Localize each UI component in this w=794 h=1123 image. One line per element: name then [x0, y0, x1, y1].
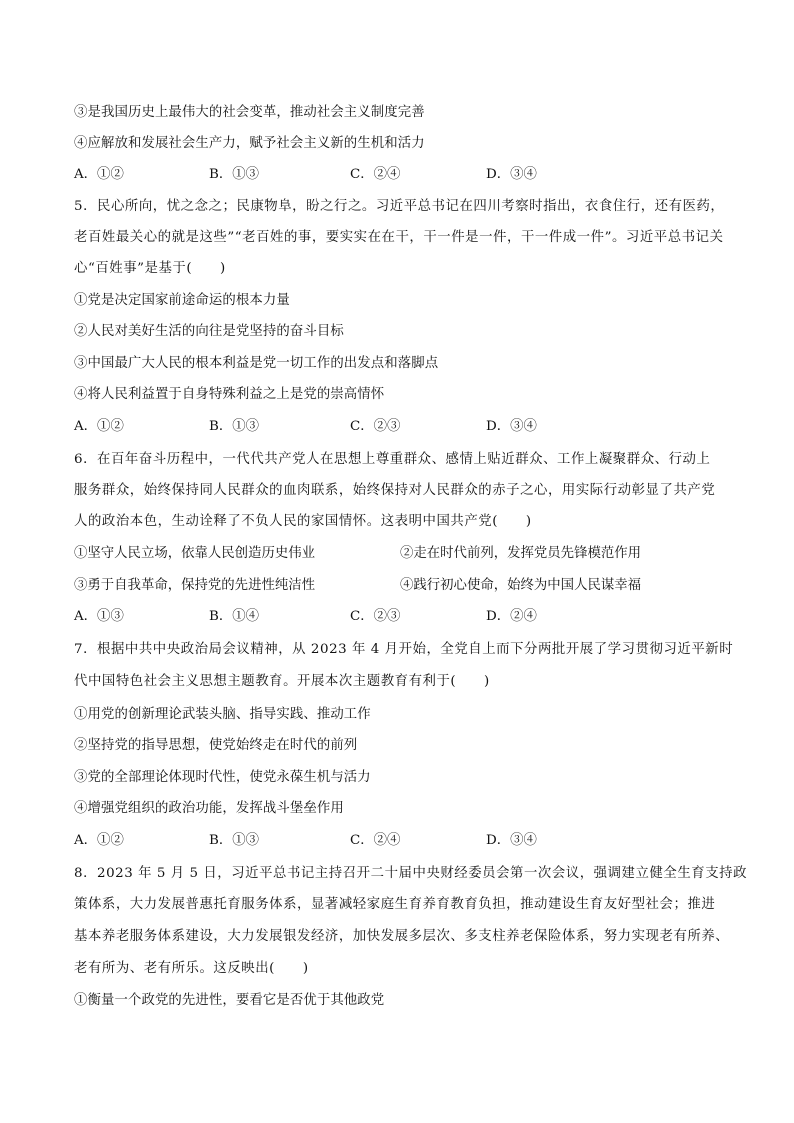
q7-stem-line-1: 7．根据中共中央政治局会议精神，从 2023 年 4 月开始，全党自上而下分两批开展了学习贯彻习近平新时 — [74, 642, 734, 657]
q4-choice-c: C．②④ — [350, 167, 401, 182]
q5-stem-line-1: 5．民心所向，忧之念之；民康物阜，盼之行之。习近平总书记在四川考察时指出，衣食住行，还有医药， — [74, 199, 725, 214]
q7-choice-b: B．①③ — [209, 833, 260, 848]
q4-choice-a: A．①② — [74, 167, 124, 182]
q5-choice-a: A．①② — [74, 419, 124, 434]
q7-option-4: ④增强党组织的政治功能，发挥战斗堡垒作用 — [74, 801, 344, 816]
q7-choice-c: C．②④ — [350, 833, 401, 848]
q6-choices — [74, 608, 734, 626]
q7-stem-line-2: 代中国特色社会主义思想主题教育。开展本次主题教育有利于( ) — [74, 674, 490, 689]
q5-choice-c: C．②③ — [350, 419, 401, 434]
q4-option-3: ③是我国历史上最伟大的社会变革，推动社会主义制度完善 — [74, 105, 425, 120]
q6-stem-line-2: 服务群众，始终保持同人民群众的血肉联系，始终保持对人民群众的赤子之心，用实际行动彰显了共产党 — [74, 483, 716, 498]
q7-option-3: ③党的全部理论体现时代性，使党永葆生机与活力 — [74, 770, 371, 785]
q5-choice-b: B．①③ — [209, 419, 260, 434]
q7-option-2: ②坚持党的指导思想，使党始终走在时代的前列 — [74, 738, 358, 753]
q6-choice-c: C．②③ — [350, 609, 401, 624]
q6-choice-b: B．①④ — [209, 609, 260, 624]
q5-choices — [74, 418, 734, 436]
q7-choices — [74, 832, 734, 850]
q4-option-4: ④应解放和发展社会生产力，赋予社会主义新的生机和活力 — [74, 136, 425, 151]
q6-stem-line-1: 6．在百年奋斗历程中，一代代共产党人在思想上尊重群众、感情上贴近群众、工作上凝聚群众、行动上 — [74, 452, 711, 467]
q6-option-3: ③勇于自我革命，保持党的先进性纯洁性 — [74, 578, 316, 593]
q7-option-1: ①用党的创新理论武装头脑、指导实践、推动工作 — [74, 707, 371, 722]
q5-choice-d: D．③④ — [486, 419, 537, 434]
q5-stem-line-3: 心“百姓事”是基于( ) — [74, 261, 226, 276]
q8-stem-line-4: 老有所为、老有所乐。这反映出( ) — [74, 961, 309, 976]
q5-option-3: ③中国最广大人民的根本利益是党一切工作的出发点和落脚点 — [74, 356, 439, 371]
q8-stem-line-2: 策体系，大力发展普惠托育服务体系，显著减轻家庭生育养育教育负担，推动建设生育友好型社会；推进 — [74, 897, 716, 912]
q5-option-1: ①党是决定国家前途命运的根本力量 — [74, 293, 290, 308]
q6-choice-a: A．①③ — [74, 609, 124, 624]
q4-choice-b: B．①③ — [209, 167, 260, 182]
q6-option-2: ②走在时代前列，发挥党员先锋模范作用 — [400, 546, 642, 561]
q8-option-1: ①衡量一个政党的先进性，要看它是否优于其他政党 — [74, 993, 385, 1008]
q6-option-4: ④践行初心使命，始终为中国人民谋幸福 — [400, 578, 642, 593]
q5-option-2: ②人民对美好生活的向往是党坚持的奋斗目标 — [74, 324, 344, 339]
q8-stem-line-3: 基本养老服务体系建设，大力发展银发经济，加快发展多层次、多支柱养老保险体系，努力实现老有所养、 — [74, 929, 730, 944]
q4-choice-d: D．③④ — [486, 167, 537, 182]
q6-option-1: ①坚守人民立场，依靠人民创造历史伟业 — [74, 546, 316, 561]
q5-stem-line-2: 老百姓最关心的就是这些”“老百姓的事，要实实在在干，干一件是一件，干一件成一件”。习近平总书记关 — [74, 230, 724, 245]
q5-option-4: ④将人民利益置于自身特殊利益之上是党的崇高情怀 — [74, 387, 385, 402]
q7-choice-a: A．①② — [74, 833, 124, 848]
q6-stem-line-3: 人的政治本色，生动诠释了不负人民的家国情怀。这表明中国共产党( ) — [74, 514, 532, 529]
q8-stem-line-1: 8．2023 年 5 月 5 日，习近平总书记主持召开二十届中央财经委员会第一次会议，强调建立健全生育支持政 — [74, 866, 748, 881]
q4-choices — [74, 166, 734, 184]
q6-options-row-1 — [74, 545, 734, 563]
q6-options-row-2 — [74, 577, 734, 595]
q6-choice-d: D．②④ — [486, 609, 537, 624]
q7-choice-d: D．③④ — [486, 833, 537, 848]
